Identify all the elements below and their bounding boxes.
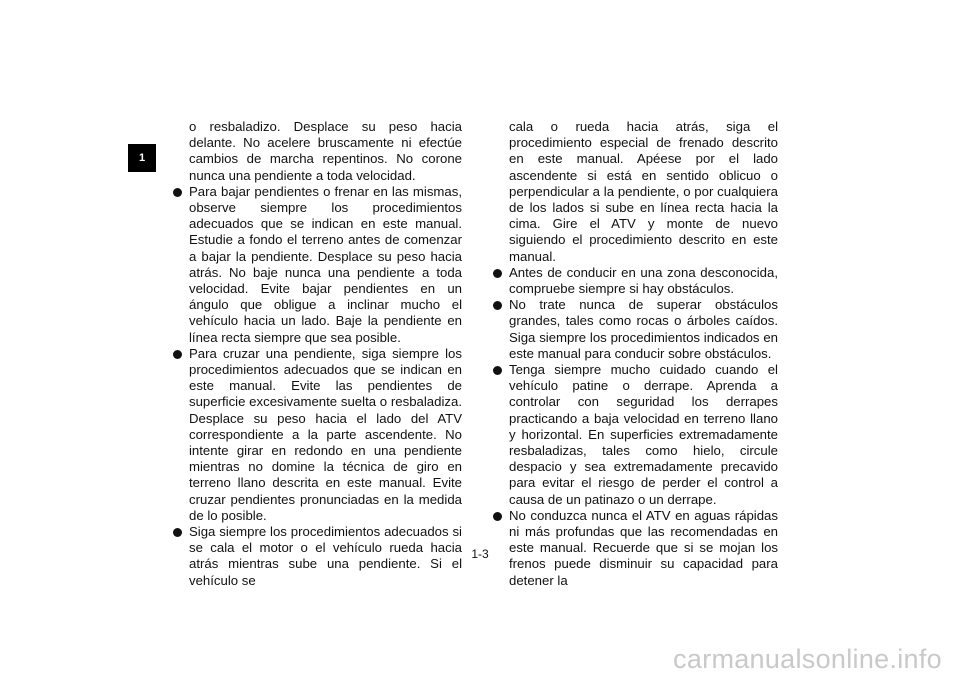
bullet-dot-icon (173, 350, 182, 359)
bullet-dot-icon (173, 528, 182, 537)
right-bullet-4-text: No conduzca nunca el ATV en aguas rápidas ni más profundas que las recomendadas en este manual. Recuerde que si se mojan los frenos puede disminuir su capacidad para detener la (509, 507, 778, 588)
bullet-dot-icon (493, 269, 502, 278)
watermark: carmanualsonline.info (673, 644, 942, 674)
page-number: 1-3 (471, 547, 489, 561)
right-bullet-1-text: Antes de conducir en una zona desconocida, compruebe siempre si hay obstáculos. (509, 264, 778, 297)
right-bullet-1 (491, 265, 778, 297)
left-bullet-3-text: Siga siempre los procedimientos adecuados si se cala el motor o el vehículo rueda hacia atrás mientras sube una pendiente. Si el vehículo se (189, 524, 462, 588)
right-bullet-3-text: Tenga siempre mucho cuidado cuando el vehículo patine o derrape. Aprenda a controlar con seguridad los derrapes practicando a baja velocidad en terreno llano y horizontal. En superficies extremadamente resbaladizas, tales como hielo, circule despacio y sea extremadamente precavido para evitar el riesgo de perder el control a causa de un patinazo o un derrape. (509, 362, 778, 507)
right-continuation-text: cala o rueda hacia atrás, siga el procedimiento especial de frenado descrito en este manual. Apéese por el lado ascendente si está en sentido oblicuo o perpendicular a la pendiente, o por cualquiera de los lados si sube en línea recta hacia la cima. Gire el ATV y monte de nuevo siguiendo el procedimiento descrito en este manual. (509, 119, 778, 264)
left-bullet-1 (171, 184, 462, 346)
right-bullet-2 (491, 297, 778, 362)
left-bullet-2-text: Para cruzar una pendiente, siga siempre los procedimientos adecuados que se indican en este manual. Evite las pendientes de superficie excesivamente suelta o resbaladiza. Desplace su peso hacia el lado del ATV correspondiente a la parte ascendente. No intente girar en redondo en una pendiente mientras no domine la técnica de giro en terreno llano descrita en este manual. Evite cruzar pendientes pronunciadas en la medida de lo posible. (189, 345, 462, 523)
bullet-dot-icon (493, 512, 502, 521)
bullet-dot-icon (493, 366, 502, 375)
left-bullet-1-text: Para bajar pendientes o frenar en las mismas, observe siempre los procedimientos adecuados que se indican en este manual. Estudie a fondo el terreno antes de comenzar a bajar la pendiente. Desplace su peso hacia atrás. No baje nunca una pendiente a toda velocidad. Evite bajar pendientes en un ángulo que obligue a inclinar mucho el vehículo hacia un lado. Baje la pendiente en línea recta siempre que sea posible. (189, 183, 462, 345)
left-bullet-2 (171, 346, 462, 524)
section-tab: 1 (128, 144, 156, 172)
left-column (171, 119, 462, 589)
bullet-dot-icon (173, 188, 182, 197)
right-column (491, 119, 778, 589)
left-continuation-text: o resbaladizo. Desplace su peso hacia delante. No acelere bruscamente ni efectúe cambios de marcha repentinos. No corone nunca una pendiente a toda velocidad. (189, 119, 462, 183)
right-bullet-2-text: No trate nunca de superar obstáculos grandes, tales como rocas o árboles caídos. Siga siempre los procedimientos indicados en este manual para conducir sobre obstáculos. (509, 297, 778, 361)
bullet-dot-icon (493, 301, 502, 310)
right-bullet-3 (491, 362, 778, 508)
